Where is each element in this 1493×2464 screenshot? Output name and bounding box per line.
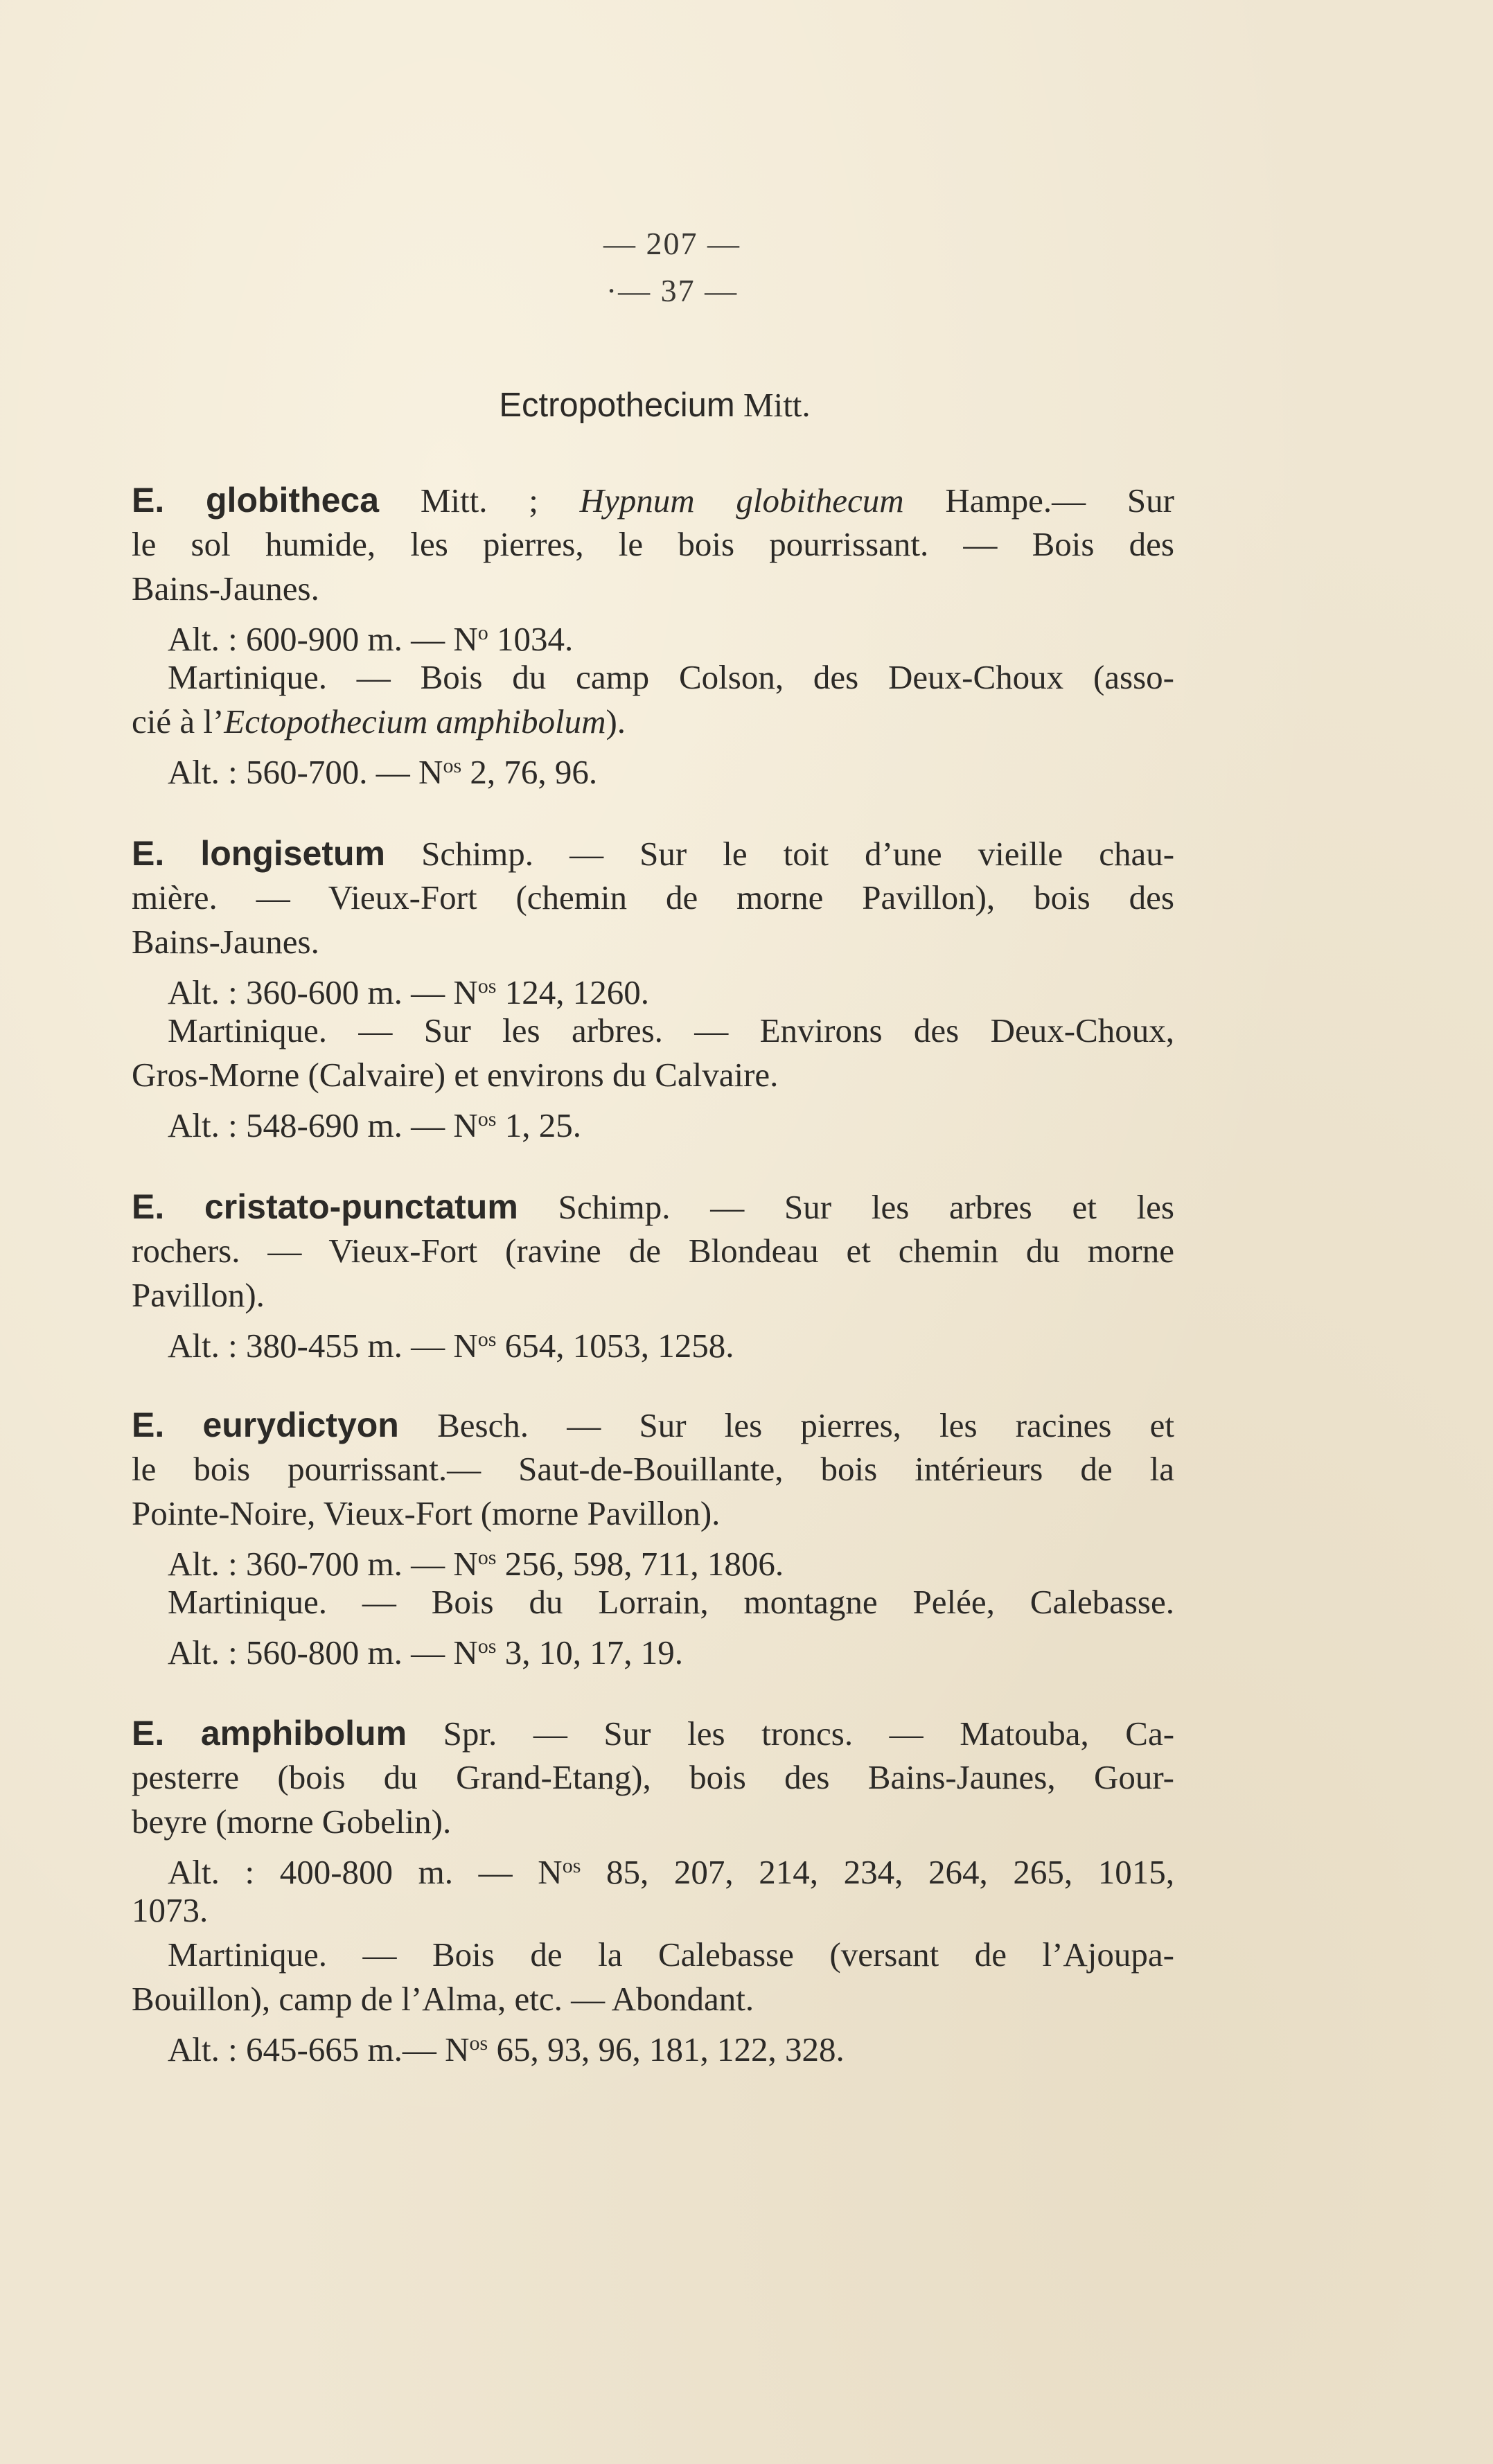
- species-author: Schimp. — Sur le toit d’une vieille chau-: [421, 835, 1175, 873]
- entry-amphibolum: [132, 1711, 1174, 2066]
- altitude-text: Alt. : 560-700. — N: [168, 753, 443, 791]
- species-name: amphibolum: [200, 1714, 407, 1753]
- altitude-text: Alt. : 645-665 m.— N: [168, 2030, 470, 2068]
- entry-line: rochers. — Vieux-Fort (ravine de Blondeau et chemin du morne: [132, 1232, 1174, 1270]
- number-sup: os: [562, 1854, 581, 1877]
- number-sup: os: [477, 975, 497, 998]
- species-author: Schimp. — Sur les arbres et les: [558, 1188, 1174, 1226]
- specimen-numbers: 654, 1053, 1258.: [496, 1327, 734, 1365]
- species-abbr: E.: [132, 1714, 165, 1753]
- page-number-bottom: ·— 37 —: [606, 273, 739, 308]
- altitude-line: [132, 611, 1174, 658]
- entry-globitheca: [132, 478, 1174, 791]
- altitude-text: Alt. : 560-800 m. — N: [168, 1633, 478, 1672]
- entry-line: Pavillon).: [132, 1276, 265, 1314]
- number-sup: os: [443, 754, 462, 777]
- species-abbr: E.: [132, 1187, 165, 1226]
- synonym: Hypnum globithecum: [579, 481, 904, 520]
- entry-line: 1073.: [132, 1891, 209, 1929]
- entry-line: Martinique. — Bois de la Calebasse (versant de l’Ajoupa-: [168, 1935, 1174, 1974]
- entry-line: [132, 831, 1174, 876]
- genus-author: Mitt.: [743, 386, 811, 424]
- entry-line: Gros-Morne (Calvaire) et environs du Calvaire.: [132, 1056, 779, 1094]
- entry-line: [132, 1185, 1174, 1229]
- number-sup: os: [469, 2032, 488, 2055]
- entry-line: pesterre (bois du Grand-Etang), bois des Bains-Jaunes, Gour-: [132, 1758, 1174, 1796]
- entry-line: mière. — Vieux-Fort (chemin de morne Pavillon), bois des: [132, 878, 1174, 916]
- entry-text: Hampe.— Sur: [903, 481, 1174, 520]
- specimen-numbers: 85, 207, 214, 234, 264, 265, 1015,: [581, 1853, 1175, 1891]
- specimen-numbers: 256, 598, 711, 1806.: [496, 1545, 784, 1583]
- entry-cristato-punctatum: [132, 1185, 1174, 1365]
- altitude-text: Alt. : 360-600 m. — N: [168, 973, 478, 1011]
- entry-text: cié à l’: [132, 702, 224, 741]
- entry-longisetum: [132, 831, 1174, 1142]
- altitude-text: Alt. : 360-700 m. — N: [168, 1545, 478, 1583]
- specimen-numbers: 65, 93, 96, 181, 122, 328.: [488, 2030, 845, 2068]
- altitude-text: Alt. : 380-455 m. — N: [168, 1327, 478, 1365]
- entry-line: Martinique. — Bois du camp Colson, des Deux-Choux (asso-: [168, 658, 1174, 696]
- altitude-text: Alt. : 400-800 m. — N: [168, 1853, 563, 1891]
- species-author: Besch. — Sur les pierres, les racines et: [437, 1406, 1175, 1444]
- altitude-line: [132, 2021, 1174, 2066]
- synonym: Ectopothecium amphibolum: [224, 702, 606, 741]
- altitude-line: [132, 1097, 1174, 1142]
- species-name: globitheca: [206, 481, 380, 520]
- specimen-numbers: 2, 76, 96.: [461, 753, 598, 791]
- altitude-line: [132, 744, 1174, 791]
- species-name: eurydictyon: [202, 1406, 399, 1444]
- entry-line: Martinique. — Bois du Lorrain, montagne Pelée, Calebasse.: [168, 1583, 1174, 1621]
- entry-line: beyre (morne Gobelin).: [132, 1802, 452, 1841]
- entry-line: Bains-Jaunes.: [132, 923, 319, 961]
- entry-text: ).: [606, 702, 626, 741]
- specimen-numbers: 1, 25.: [496, 1106, 581, 1144]
- entry-eurydictyon: [132, 1403, 1175, 1672]
- entry-line: [132, 1403, 1174, 1447]
- altitude-line: [132, 1624, 1174, 1672]
- species-abbr: E.: [132, 834, 165, 873]
- altitude-line: [132, 1844, 1175, 1891]
- number-sup: os: [477, 1546, 497, 1569]
- species-name: cristato-punctatum: [204, 1187, 518, 1226]
- species-abbr: E.: [132, 1406, 165, 1444]
- species-name: longisetum: [200, 834, 385, 873]
- specimen-numbers: 1034.: [488, 620, 574, 658]
- entry-line: Pointe-Noire, Vieux-Fort (morne Pavillon).: [132, 1494, 721, 1532]
- species-abbr: E.: [132, 481, 165, 520]
- number-sup: os: [477, 1328, 497, 1351]
- genus-heading: [0, 384, 1309, 426]
- entry-line: le sol humide, les pierres, le bois pourrissant. — Bois des: [132, 525, 1174, 563]
- number-sup: o: [477, 621, 488, 644]
- entry-line: le bois pourrissant.— Saut-de-Bouillante, bois intérieurs de la: [132, 1450, 1174, 1488]
- species-author: Mitt. ;: [420, 481, 580, 520]
- altitude-line: [132, 964, 1174, 1009]
- specimen-numbers: 3, 10, 17, 19.: [496, 1633, 683, 1672]
- altitude-text: Alt. : 600-900 m. — N: [168, 620, 478, 658]
- number-sup: os: [477, 1108, 497, 1131]
- altitude-line: [132, 1318, 1174, 1365]
- altitude-text: Alt. : 548-690 m. — N: [168, 1106, 478, 1144]
- entry-line: [132, 1711, 1174, 1755]
- entry-line: [132, 700, 1174, 744]
- page-number-top: — 207 —: [603, 226, 741, 261]
- entry-line: Bouillon), camp de l’Alma, etc. — Abondant.: [132, 1980, 754, 2018]
- species-author: Spr. — Sur les troncs. — Matouba, Ca-: [443, 1714, 1175, 1753]
- altitude-line: [132, 1536, 1174, 1583]
- entry-line: Bains-Jaunes.: [132, 569, 319, 608]
- genus-name: Ectropothecium: [499, 387, 735, 424]
- specimen-numbers: 124, 1260.: [496, 973, 649, 1011]
- entry-line: Martinique. — Sur les arbres. — Environs des Deux-Choux,: [168, 1011, 1174, 1049]
- entry-line: [132, 478, 1174, 522]
- number-sup: os: [477, 1635, 497, 1658]
